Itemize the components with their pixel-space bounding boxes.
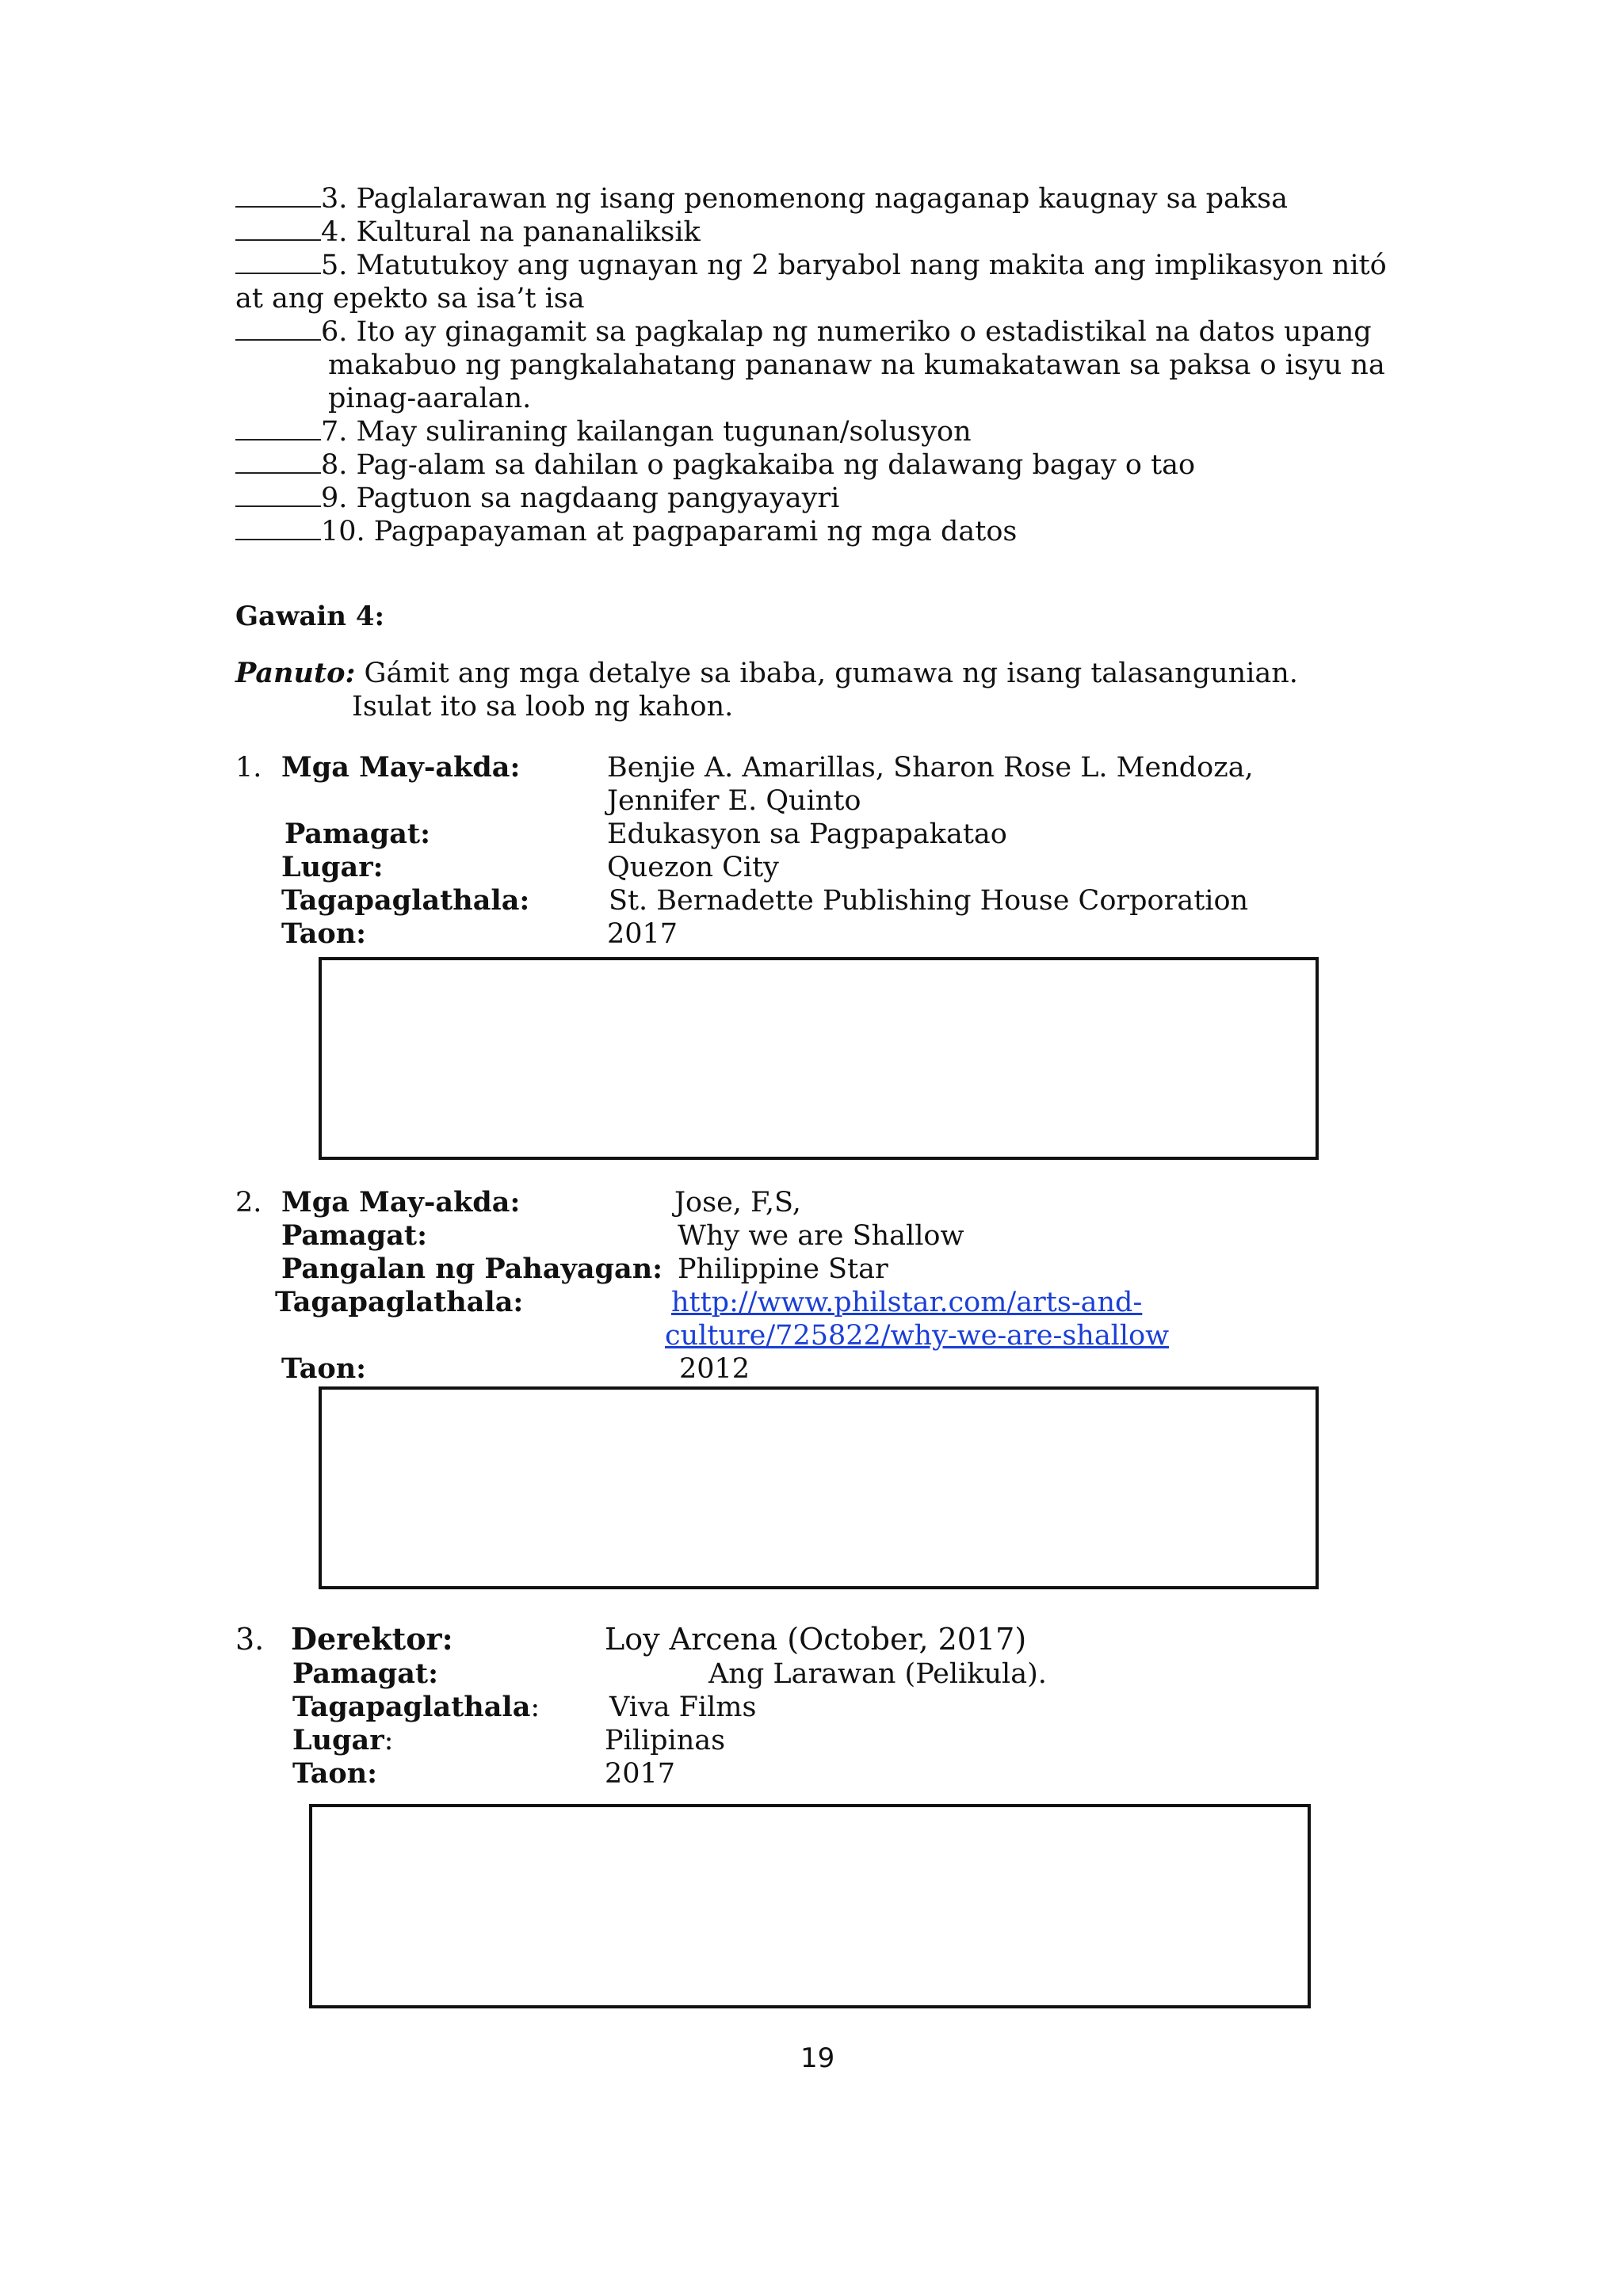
entry-value: Edukasyon sa Pagpapakatao xyxy=(607,818,1007,850)
answer-blank[interactable] xyxy=(235,215,321,241)
identification-items xyxy=(235,182,1408,548)
item-text: 4. Kultural na pananaliksik xyxy=(321,216,701,248)
entry-value: Philippine Star xyxy=(678,1253,888,1285)
entry-value: 2012 xyxy=(679,1353,750,1385)
entry-value: Loy Arcena (October, 2017) xyxy=(605,1622,1027,1657)
entry-label-group xyxy=(292,1724,393,1757)
list-item xyxy=(235,249,1408,315)
instructions-label: Panuto: xyxy=(235,657,356,689)
entry-label: Taon: xyxy=(281,917,367,950)
entry-value: Why we are Shallow xyxy=(678,1220,964,1252)
entry-number: 2. xyxy=(235,1187,262,1219)
section-heading: Gawain 4: xyxy=(235,601,385,632)
answer-blank[interactable] xyxy=(235,182,321,208)
entry-value: Pilipinas xyxy=(605,1725,726,1756)
entry-label: Taon: xyxy=(281,1352,367,1385)
item-text: 7. May suliraning kailangan tugunan/solusyon xyxy=(321,416,972,448)
entry-label: Taon: xyxy=(292,1757,378,1790)
answer-blank[interactable] xyxy=(235,249,321,274)
answer-blank[interactable] xyxy=(235,415,321,441)
list-item xyxy=(235,182,1408,215)
publisher-link-continuation[interactable]: culture/725822/why-we-are-shallow xyxy=(665,1320,1170,1352)
answer-blank[interactable] xyxy=(235,515,321,540)
entry-number: 3. xyxy=(235,1622,265,1657)
entry-value: Jose, F,S, xyxy=(674,1187,801,1219)
item-text: 8. Pag-alam sa dahilan o pagkakaiba ng dalawang bagay o tao xyxy=(321,449,1196,481)
entry-label: Lugar: xyxy=(281,851,384,883)
entry-label: Mga May-akda: xyxy=(281,1186,521,1219)
instructions-line-2: Isulat ito sa loob ng kahon. xyxy=(352,691,734,723)
entry-label: Tagapaglathala: xyxy=(281,884,530,917)
entry-value: 2017 xyxy=(605,1758,676,1790)
entry-label: Pamagat: xyxy=(292,1657,439,1690)
item-text: 5. Matutukoy ang ugnayan ng 2 baryabol nang makita ang implikasyon nitó xyxy=(321,250,1387,281)
answer-box-2[interactable] xyxy=(319,1386,1319,1589)
item-text: 6. Ito ay ginagamit sa pagkalap ng numeriko o estadistikal na datos upang xyxy=(321,316,1372,348)
item-text-continuation: at ang epekto sa isa’t isa xyxy=(235,283,585,315)
instructions-line-1: Gámit ang mga detalye sa ibaba, gumawa ng isang talasangunian. xyxy=(355,658,1298,689)
label-colon: : xyxy=(384,1725,394,1756)
entry-label: Pamagat: xyxy=(285,818,431,850)
page-number: 19 xyxy=(800,2042,835,2074)
entry-value: St. Bernadette Publishing House Corporation xyxy=(609,885,1249,917)
list-item xyxy=(235,448,1408,482)
entry-label: Mga May-akda: xyxy=(281,751,521,784)
entry-label: Pamagat: xyxy=(281,1219,428,1252)
publisher-link[interactable]: http://www.philstar.com/arts-and- xyxy=(671,1287,1143,1318)
entry-label: Lugar xyxy=(292,1724,384,1756)
item-text: 3. Paglalarawan ng isang penomenong nagaganap kaugnay sa paksa xyxy=(321,183,1288,215)
instructions xyxy=(235,657,1424,723)
entry-label: Tagapaglathala: xyxy=(275,1286,524,1318)
answer-box-3[interactable] xyxy=(309,1804,1311,2008)
item-text: 9. Pagtuon sa nagdaang pangyayayri xyxy=(321,482,840,514)
answer-blank[interactable] xyxy=(235,315,321,341)
entry-label-group xyxy=(292,1691,540,1724)
entry-value: Ang Larawan (Pelikula). xyxy=(708,1658,1047,1690)
entry-value: Viva Films xyxy=(609,1691,757,1723)
entry-label: Tagapaglathala xyxy=(292,1691,531,1723)
label-colon: : xyxy=(530,1691,540,1723)
item-text-continuation: pinag-aaralan. xyxy=(328,383,532,414)
entry-value: Benjie A. Amarillas, Sharon Rose L. Mendoza, xyxy=(607,752,1254,784)
entry-number: 1. xyxy=(235,752,262,784)
list-item xyxy=(235,482,1408,515)
list-item xyxy=(235,315,1408,415)
answer-box-1[interactable] xyxy=(319,957,1319,1160)
list-item xyxy=(235,415,1408,448)
entry-label: Derektor: xyxy=(291,1621,453,1657)
answer-blank[interactable] xyxy=(235,482,321,507)
list-item xyxy=(235,515,1408,548)
entry-label: Pangalan ng Pahayagan: xyxy=(281,1253,663,1285)
entry-value: Jennifer E. Quinto xyxy=(607,785,861,817)
list-item xyxy=(235,215,1408,249)
item-text: 10. Pagpapayaman at pagpaparami ng mga datos xyxy=(321,516,1018,547)
entry-value: Quezon City xyxy=(607,852,779,883)
answer-blank[interactable] xyxy=(235,448,321,474)
item-text-continuation: makabuo ng pangkalahatang pananaw na kumakatawan sa paksa o isyu na xyxy=(328,349,1385,381)
entry-value: 2017 xyxy=(607,918,678,950)
